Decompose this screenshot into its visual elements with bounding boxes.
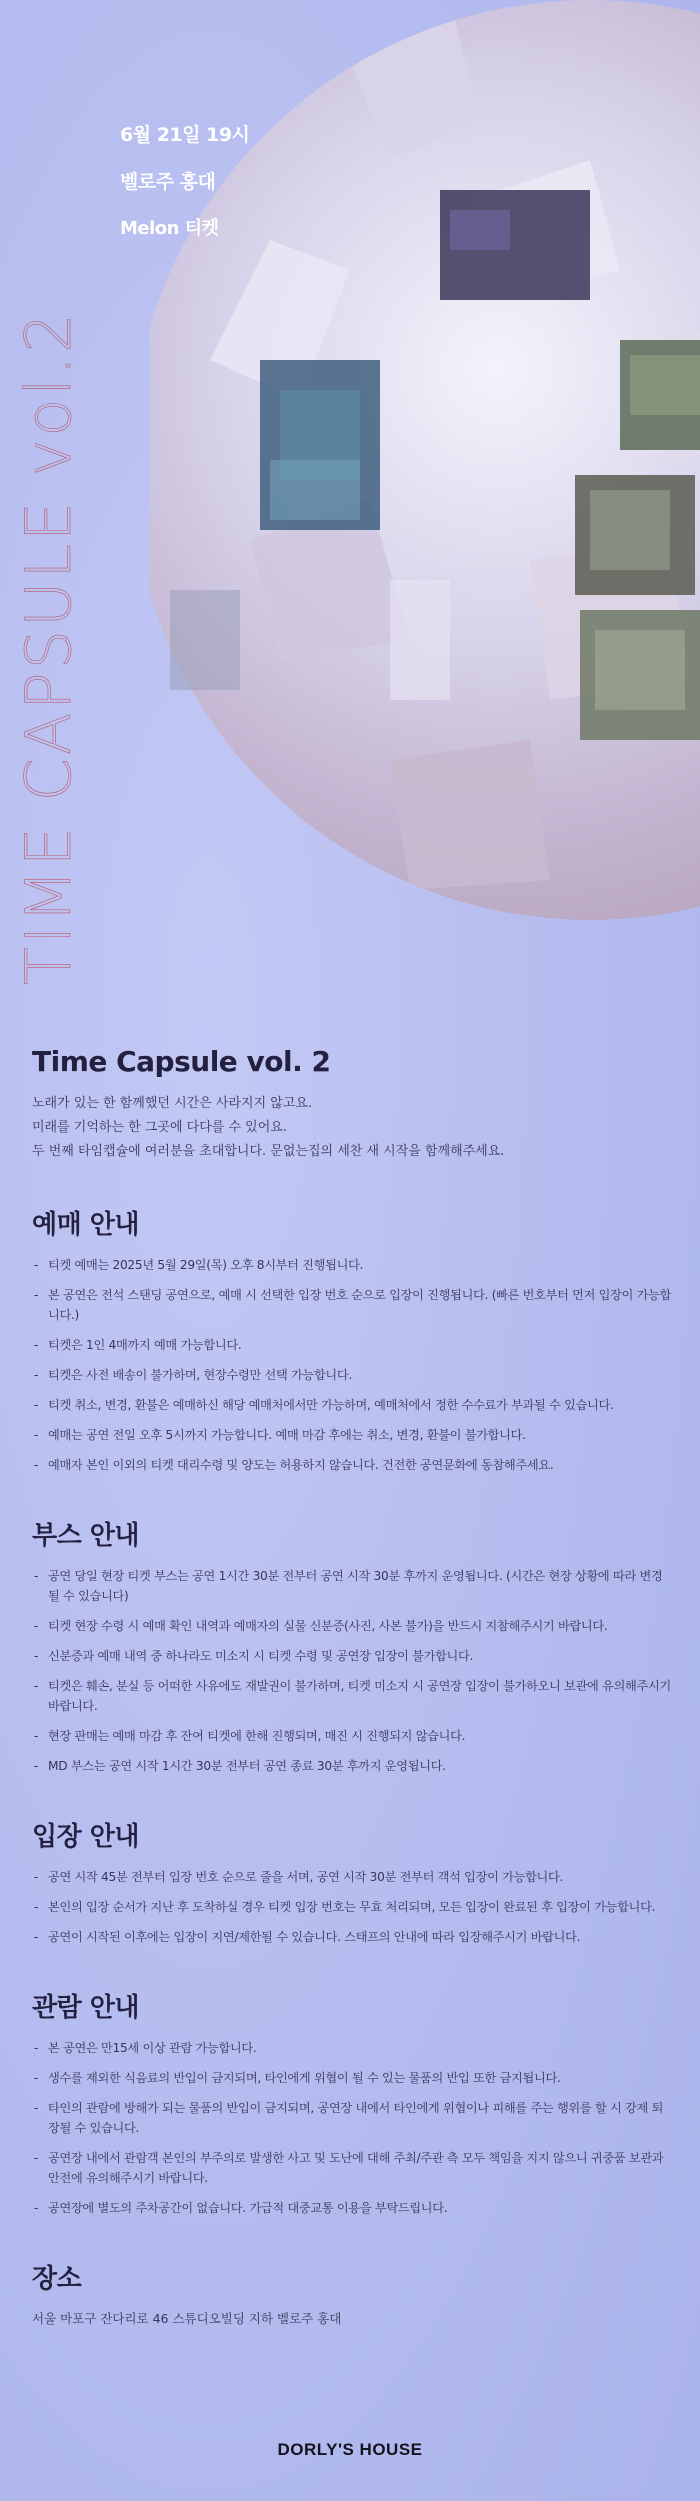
list-item: - 본인의 입장 순서가 지난 후 도착하실 경우 티켓 입장 번호는 무효 처리되며, 모든 입장이 완료된 후 입장이 가능합니다. [32,1897,672,1917]
ticket-label: 티켓 [184,218,219,239]
list-item: - 티켓 예매는 2025년 5월 29일(목) 오후 8시부터 진행됩니다. [32,1255,672,1275]
intro-line: 노래가 있는 한 함께했던 시간은 사라지지 않고요. [32,1096,313,1111]
event-date: 6월 21일 19시 [120,124,250,146]
list-item: - 공연장에 별도의 주차공간이 없습니다. 가급적 대중교통 이용을 부탁드립니다. [32,2198,672,2218]
section-ticketing [32,1204,672,1475]
list-item: - 티켓 취소, 변경, 환불은 예매하신 해당 예매처에서만 가능하며, 예매처에서 정한 수수료가 부과될 수 있습니다. [32,1395,672,1415]
list-item: - 티켓은 1인 4매까지 예매 가능합니다. [32,1335,672,1355]
list-item: - 본 공연은 전석 스탠딩 공연으로, 예매 시 선택한 입장 번호 순으로 입장이 진행됩니다. (빠른 번호부터 먼저 입장이 가능합니다.) [32,1285,672,1325]
list-item: - 생수를 제외한 식음료의 반입이 금지되며, 타인에게 위협이 될 수 있는 물품의 반입 또한 금지됩니다. [32,2068,672,2088]
list-item: - 공연 시작 45분 전부터 입장 번호 순으로 줄을 서며, 공연 시작 30분 전부터 객석 입장이 가능합니다. [32,1867,672,1887]
intro-line: 미래를 기억하는 한 그곳에 다다를 수 있어요. [32,1120,287,1135]
section-title: 관람 안내 [32,1993,140,2023]
info-content [32,1045,672,2327]
intro-line: 두 번째 타임캡슐에 여러분을 초대합니다. 문없는집의 세찬 새 시작을 함께해주세요. [32,1144,505,1159]
dorlys-house-logo [0,2440,700,2460]
list-item: - 예매자 본인 이외의 티켓 대리수령 및 양도는 허용하지 않습니다. 건전한 공연문화에 동참해주세요. [32,1455,672,1475]
section-title: 입장 안내 [32,1822,140,1852]
list-item: - 예매는 공연 전일 오후 5시까지 가능합니다. 예매 마감 후에는 취소, 변경, 환불이 불가합니다. [32,1425,672,1445]
event-info [120,120,249,260]
list-item: - 티켓 현장 수령 시 예매 확인 내역과 예매자의 실물 신분증(사진, 사본 불가)을 반드시 지참해주시기 바랍니다. [32,1616,672,1636]
section-title: 부스 안내 [32,1521,140,1551]
logo-text: DORLY'S HOUSE [277,2440,423,2459]
section-title: 예매 안내 [32,1210,140,1240]
section-title: 장소 [32,2264,82,2294]
event-venue: 벨로주 홍대 [120,171,216,193]
list-item: - MD 부스는 공연 시작 1시간 30분 전부터 공연 종료 30분 후까지 운영됩니다. [32,1756,672,1776]
venue-address: 서울 마포구 잔다리로 46 스튜디오빌딩 지하 벨로주 홍대 [32,2311,342,2326]
hero-section [0,0,700,1020]
ticket-brand [120,214,249,240]
list-item: - 공연 당일 현장 티켓 부스는 공연 1시간 30분 전부터 공연 시작 30분 후까지 운영됩니다. (시간은 현장 상황에 따라 변경될 수 있습니다) [32,1566,672,1606]
list-item: - 티켓은 훼손, 분실 등 어떠한 사유에도 재발권이 불가하며, 티켓 미소지 시 공연장 입장이 불가하오니 보관에 유의해주시기 바랍니다. [32,1676,672,1716]
list-item: - 공연이 시작된 이후에는 입장이 지연/제한될 수 있습니다. 스태프의 안내에 따라 입장해주시기 바랍니다. [32,1927,672,1947]
section-booth [32,1515,672,1776]
list-item: - 현장 판매는 예매 마감 후 잔여 티켓에 한해 진행되며, 매진 시 진행되지 않습니다. [32,1726,672,1746]
list-item: - 신분증과 예매 내역 중 하나라도 미소지 시 티켓 수령 및 공연장 입장이 불가합니다. [32,1646,672,1666]
section-entry [32,1816,672,1947]
intro-title: Time Capsule vol. 2 [32,1045,331,1078]
list-item: - 공연장 내에서 관람객 본인의 부주의로 발생한 사고 및 도난에 대해 주최/주관 측 모두 책임을 지지 않으니 귀중품 보관과 안전에 유의해주시기 바랍니다. [32,2148,672,2188]
melon-logo: Melon [120,218,179,239]
list-item: - 타인의 관람에 방해가 되는 물품의 반입이 금지되며, 공연장 내에서 타인에게 위협이나 피해를 주는 행위를 할 시 강제 퇴장될 수 있습니다. [32,2098,672,2138]
list-item: - 본 공연은 만15세 이상 관람 가능합니다. [32,2038,672,2058]
section-viewing [32,1987,672,2218]
list-item: - 티켓은 사전 배송이 불가하며, 현장수령만 선택 가능합니다. [32,1365,672,1385]
section-venue [32,2258,672,2327]
vertical-title: TIME CAPSULE vol.2 [12,310,85,985]
